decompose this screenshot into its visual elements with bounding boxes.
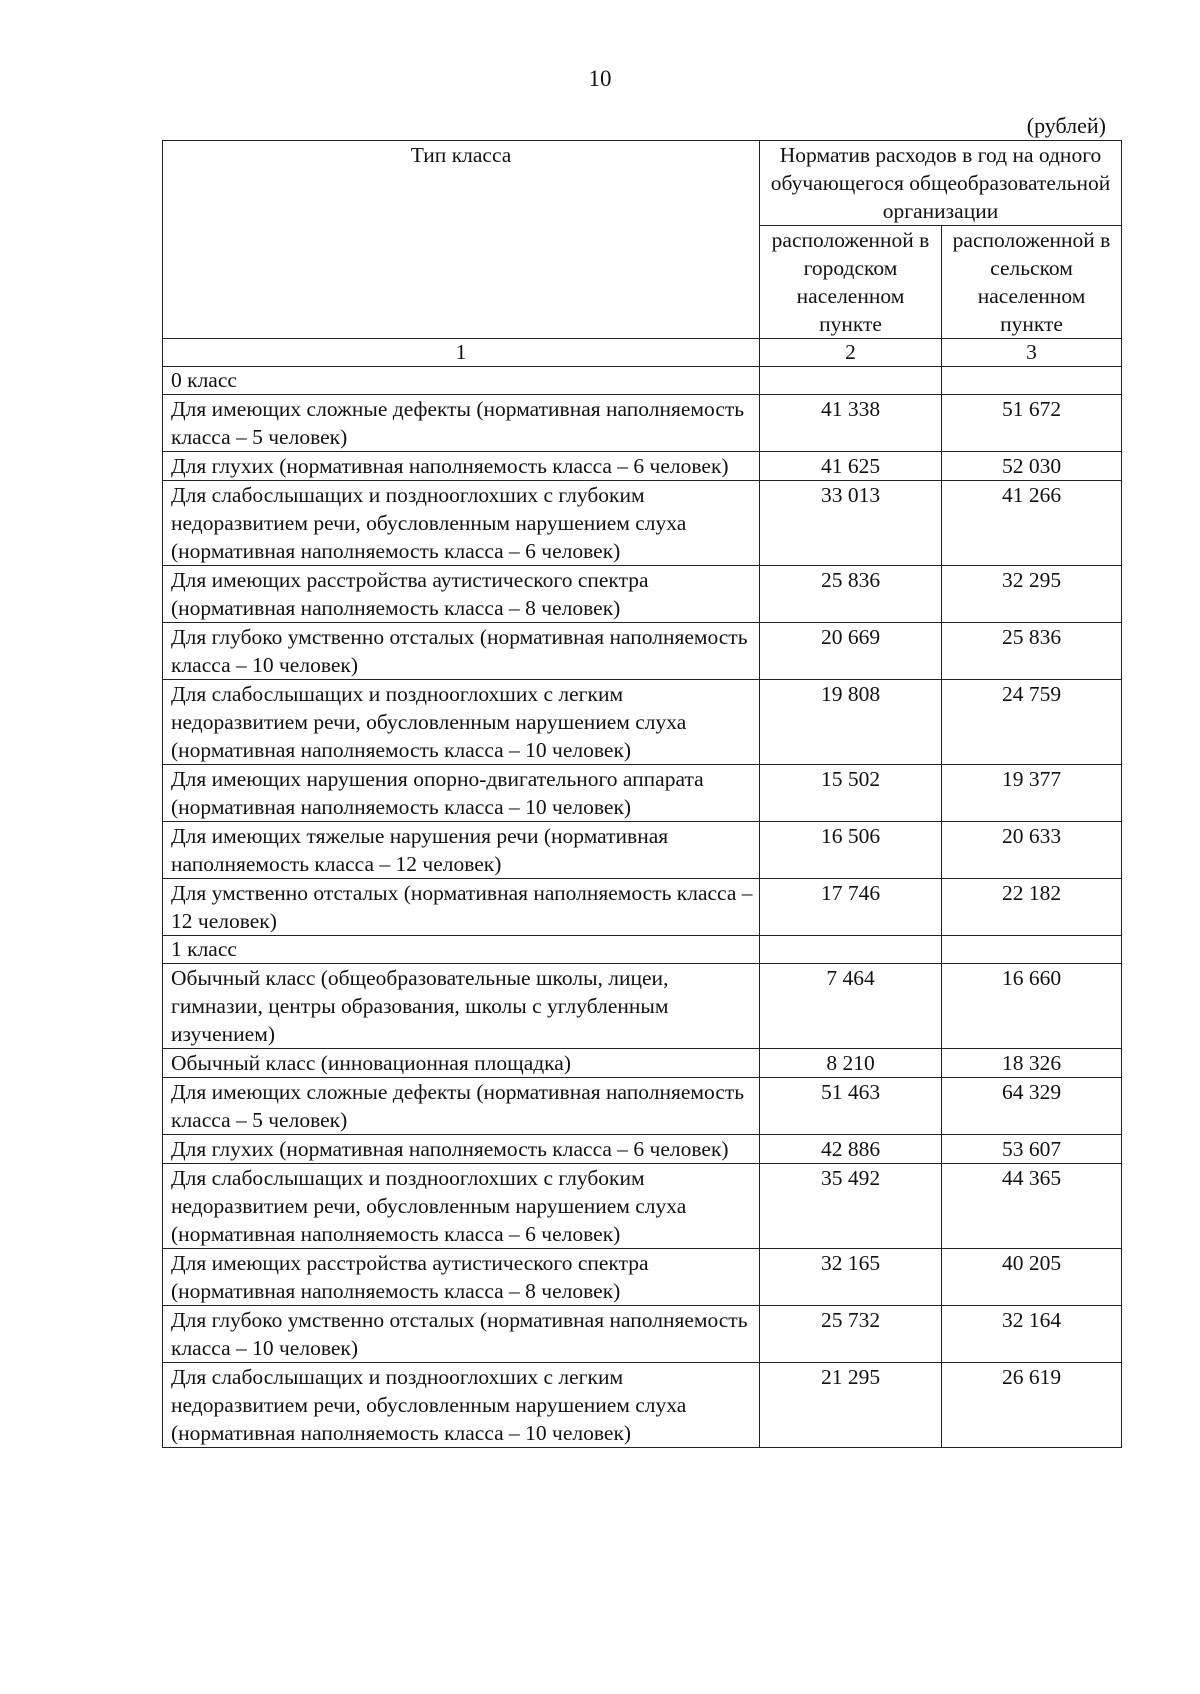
class-type-cell: Для имеющих сложные дефекты (нормативная наполняемость класса – 5 человек) <box>163 1078 760 1135</box>
city-norm-cell: 33 013 <box>760 481 942 566</box>
class-type-cell: Для глубоко умственно отсталых (нормативная наполняемость класса – 10 человек) <box>163 1306 760 1363</box>
class-type-cell: Для имеющих сложные дефекты (нормативная наполняемость класса – 5 человек) <box>163 395 760 452</box>
units-label: (рублей) <box>1026 113 1106 138</box>
village-norm-cell: 44 365 <box>942 1164 1122 1249</box>
village-norm-cell: 51 672 <box>942 395 1122 452</box>
table-row <box>163 680 1122 765</box>
table-row <box>163 566 1122 623</box>
village-norm-cell: 40 205 <box>942 1249 1122 1306</box>
table-row <box>163 765 1122 822</box>
city-norm-cell: 15 502 <box>760 765 942 822</box>
class-type-cell: Для умственно отсталых (нормативная наполняемость класса – 12 человек) <box>163 879 760 936</box>
city-norm-cell: 32 165 <box>760 1249 942 1306</box>
class-type-cell: Для имеющих тяжелые нарушения речи (нормативная наполняемость класса – 12 человек) <box>163 822 760 879</box>
header-norm: Норматив расходов в год на одного обучающегося общеобразовательной организации <box>760 141 1122 226</box>
table-row <box>163 481 1122 566</box>
city-norm-cell: 8 210 <box>760 1049 942 1078</box>
header-row <box>163 141 1122 226</box>
city-norm-cell: 25 732 <box>760 1306 942 1363</box>
table-row <box>163 1078 1122 1135</box>
page-number: 10 <box>588 66 612 91</box>
section-title: 1 класс <box>163 936 760 964</box>
section-row <box>163 367 1122 395</box>
village-norm-cell: 32 164 <box>942 1306 1122 1363</box>
class-type-cell: Для глубоко умственно отсталых (нормативная наполняемость класса – 10 человек) <box>163 623 760 680</box>
class-type-cell: Для слабослышащих и позднооглохших с легким недоразвитием речи, обусловленным нарушением слуха (нормативная наполняемость класса – 10 человек) <box>163 1363 760 1448</box>
section-title: 0 класс <box>163 367 760 395</box>
table-row <box>163 1363 1122 1448</box>
village-norm-cell: 19 377 <box>942 765 1122 822</box>
column-number: 3 <box>942 339 1122 367</box>
class-type-cell: Обычный класс (инновационная площадка) <box>163 1049 760 1078</box>
header-village: расположенной в сельском населенном пункте <box>942 226 1122 339</box>
village-norm-cell: 64 329 <box>942 1078 1122 1135</box>
city-norm-cell: 41 338 <box>760 395 942 452</box>
class-type-cell: Обычный класс (общеобразовательные школы, лицеи, гимназии, центры образования, школы с углубленным изучением) <box>163 964 760 1049</box>
table-row <box>163 1049 1122 1078</box>
city-norm-cell: 20 669 <box>760 623 942 680</box>
table-row <box>163 879 1122 936</box>
city-norm-cell: 21 295 <box>760 1363 942 1448</box>
class-type-cell: Для имеющих расстройства аутистического спектра (нормативная наполняемость класса – 8 человек) <box>163 566 760 623</box>
village-norm-cell: 24 759 <box>942 680 1122 765</box>
class-type-cell: Для слабослышащих и позднооглохших с легким недоразвитием речи, обусловленным нарушением слуха (нормативная наполняемость класса – 10 человек) <box>163 680 760 765</box>
table-row <box>163 452 1122 481</box>
column-number: 2 <box>760 339 942 367</box>
table-row <box>163 822 1122 879</box>
table-body <box>163 367 1122 1448</box>
village-norm-cell: 16 660 <box>942 964 1122 1049</box>
city-norm-cell: 42 886 <box>760 1135 942 1164</box>
village-norm-cell: 52 030 <box>942 452 1122 481</box>
city-norm-cell: 25 836 <box>760 566 942 623</box>
village-norm-cell: 22 182 <box>942 879 1122 936</box>
table-row <box>163 1306 1122 1363</box>
class-type-cell: Для глухих (нормативная наполняемость класса – 6 человек) <box>163 452 760 481</box>
empty-cell <box>942 936 1122 964</box>
table-row <box>163 964 1122 1049</box>
section-row <box>163 936 1122 964</box>
expense-norms-table <box>162 140 1122 1448</box>
class-type-cell: Для слабослышащих и позднооглохших с глубоким недоразвитием речи, обусловленным нарушением слуха (нормативная наполняемость класса – 6 человек) <box>163 1164 760 1249</box>
empty-cell <box>760 367 942 395</box>
table-row <box>163 1164 1122 1249</box>
class-type-cell: Для глухих (нормативная наполняемость класса – 6 человек) <box>163 1135 760 1164</box>
table-row <box>163 1135 1122 1164</box>
village-norm-cell: 25 836 <box>942 623 1122 680</box>
city-norm-cell: 17 746 <box>760 879 942 936</box>
header-city: расположенной в городском населенном пункте <box>760 226 942 339</box>
column-number: 1 <box>163 339 760 367</box>
table-row <box>163 395 1122 452</box>
class-type-cell: Для имеющих нарушения опорно-двигательного аппарата (нормативная наполняемость класса – 10 человек) <box>163 765 760 822</box>
class-type-cell: Для имеющих расстройства аутистического спектра (нормативная наполняемость класса – 8 человек) <box>163 1249 760 1306</box>
table-row <box>163 623 1122 680</box>
village-norm-cell: 32 295 <box>942 566 1122 623</box>
header-class-type: Тип класса <box>163 141 760 339</box>
class-type-cell: Для слабослышащих и позднооглохших с глубоким недоразвитием речи, обусловленным нарушением слуха (нормативная наполняемость класса – 6 человек) <box>163 481 760 566</box>
village-norm-cell: 20 633 <box>942 822 1122 879</box>
city-norm-cell: 19 808 <box>760 680 942 765</box>
city-norm-cell: 35 492 <box>760 1164 942 1249</box>
table-row <box>163 1249 1122 1306</box>
column-numbers-row <box>163 339 1122 367</box>
city-norm-cell: 7 464 <box>760 964 942 1049</box>
city-norm-cell: 51 463 <box>760 1078 942 1135</box>
village-norm-cell: 41 266 <box>942 481 1122 566</box>
empty-cell <box>942 367 1122 395</box>
city-norm-cell: 16 506 <box>760 822 942 879</box>
village-norm-cell: 53 607 <box>942 1135 1122 1164</box>
village-norm-cell: 26 619 <box>942 1363 1122 1448</box>
empty-cell <box>760 936 942 964</box>
city-norm-cell: 41 625 <box>760 452 942 481</box>
village-norm-cell: 18 326 <box>942 1049 1122 1078</box>
